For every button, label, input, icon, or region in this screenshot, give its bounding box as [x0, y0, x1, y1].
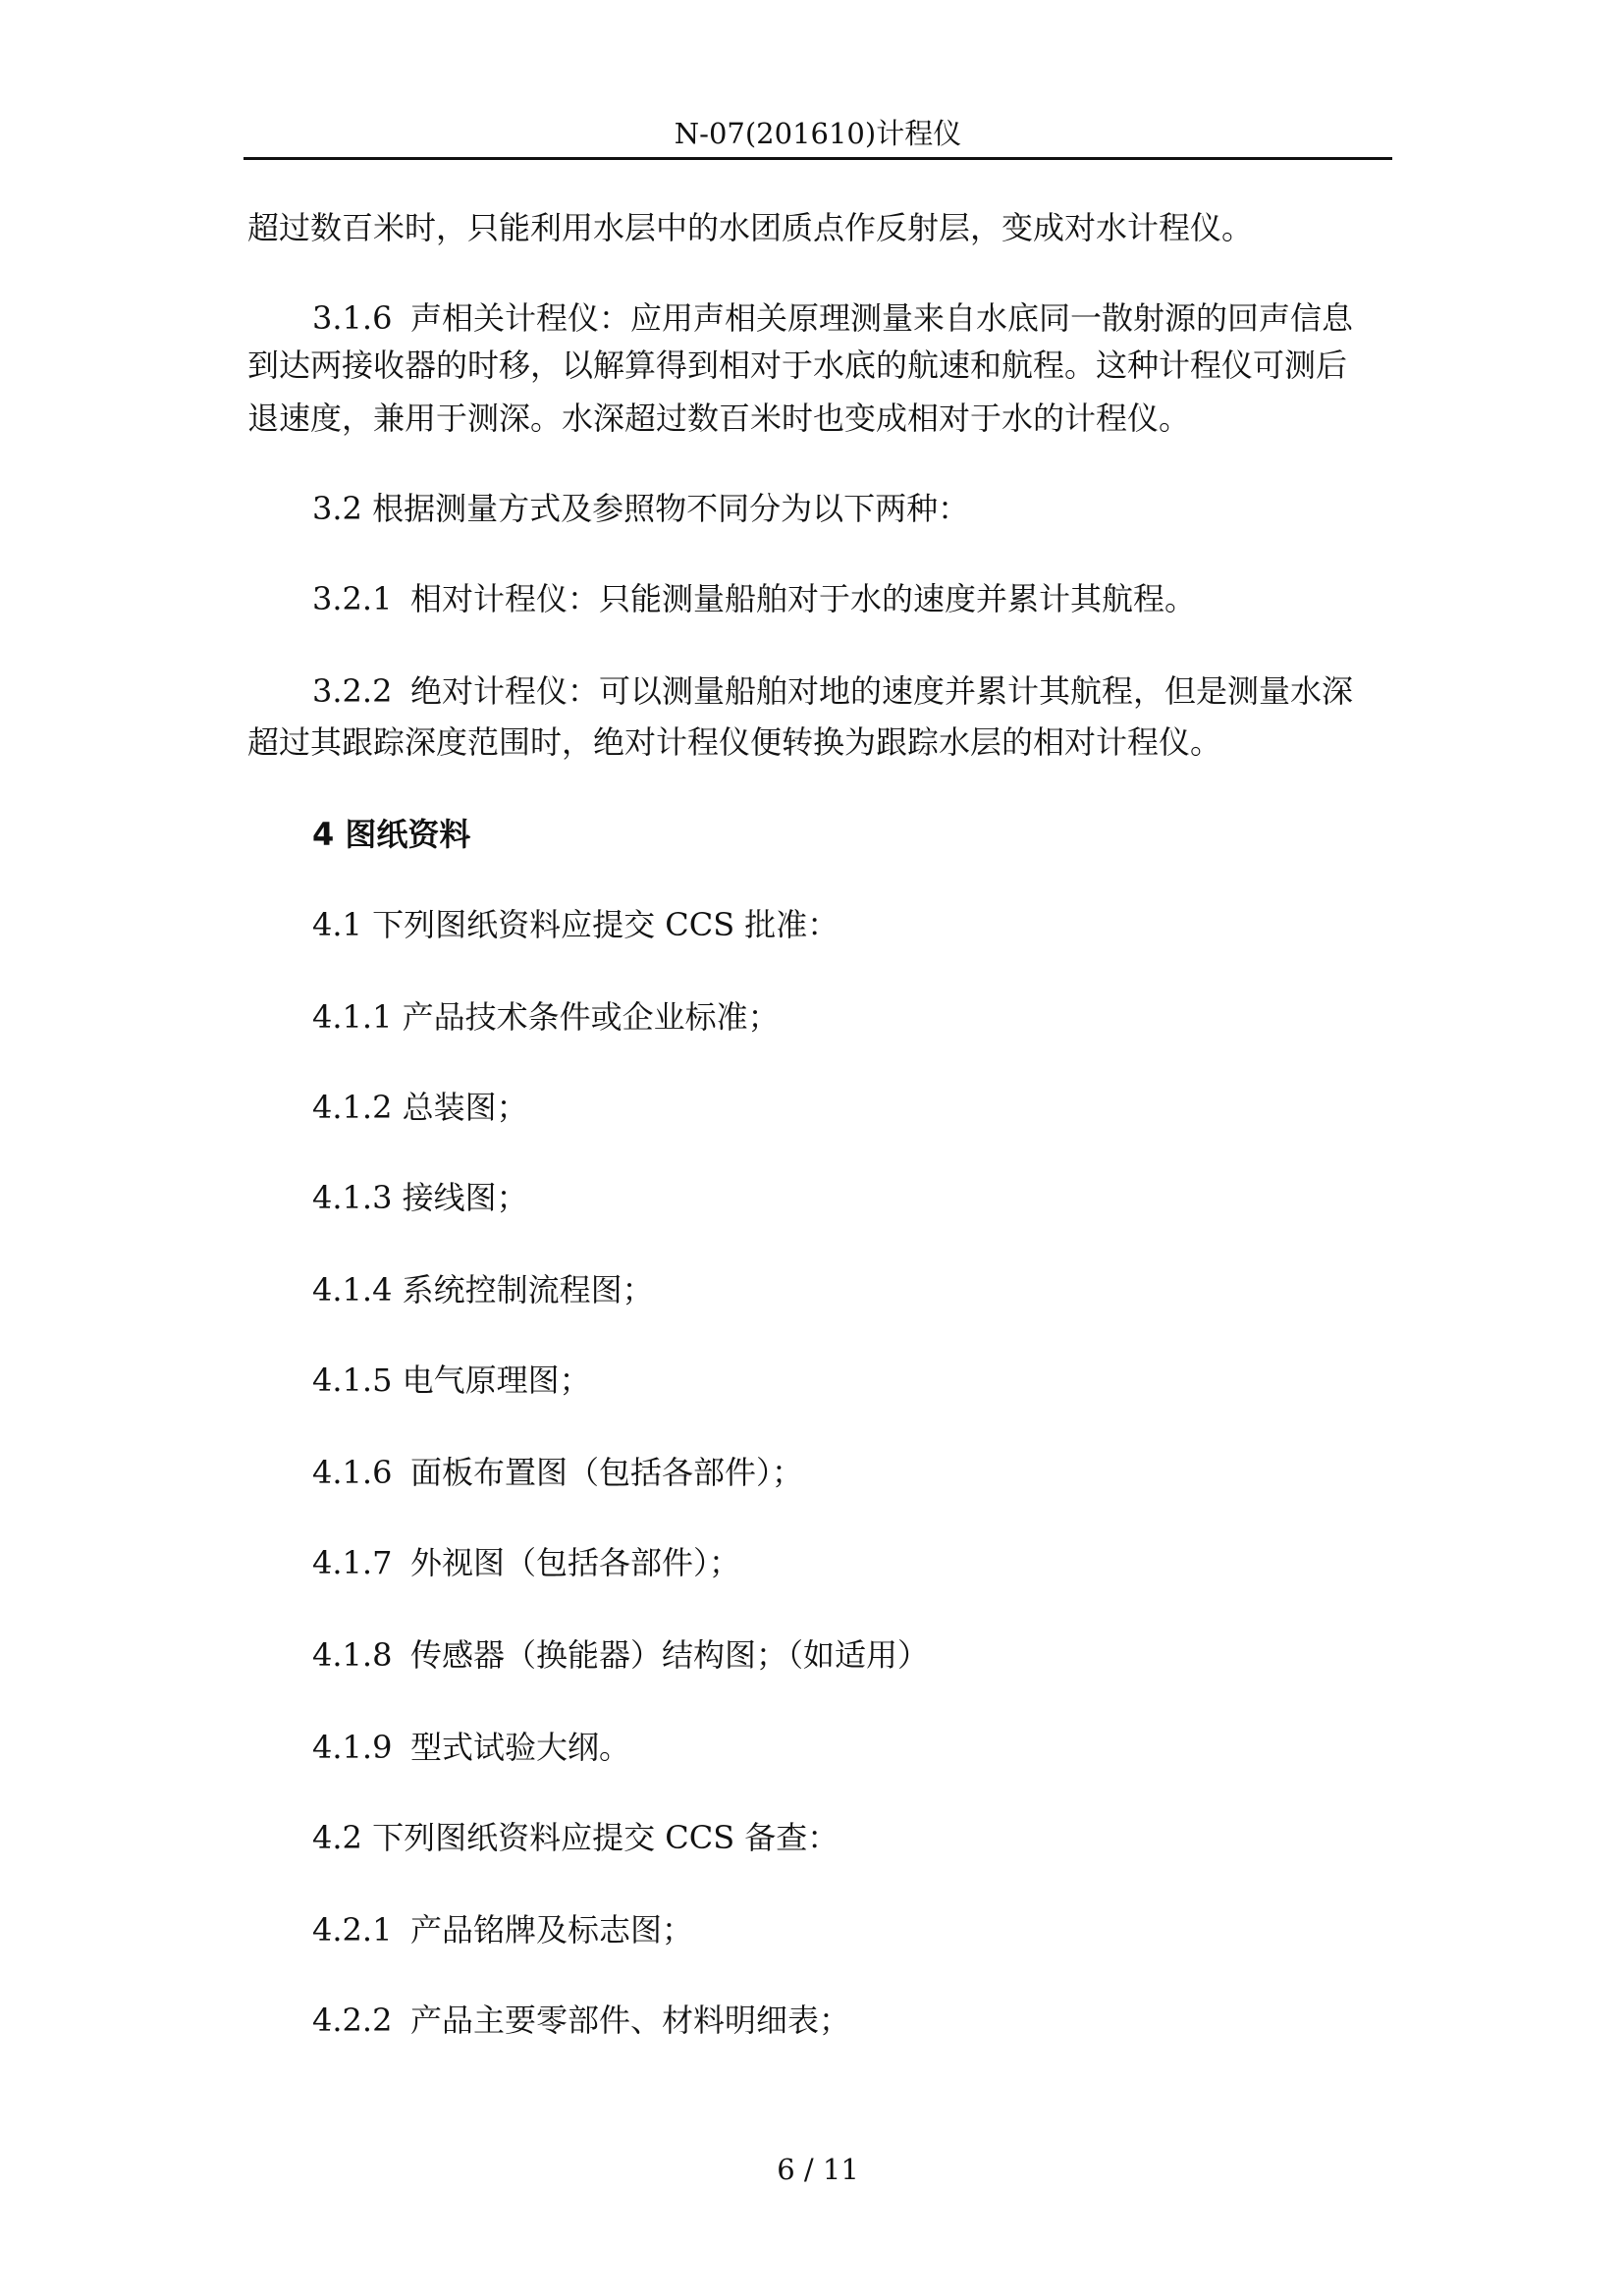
clause-text: 相对计程仪：只能测量船舶对于水的速度并累计其航程。	[410, 580, 1197, 617]
paragraph-4-1: 4.1 下列图纸资料应提交 CCS 批准：	[312, 906, 839, 943]
header-divider	[244, 157, 1392, 160]
clause-text: 型式试验大纲。	[410, 1729, 631, 1766]
clause-number: 3.1.6	[312, 299, 393, 337]
page-header-title: N-07(201610)计程仪	[674, 117, 962, 150]
clause-text: 面板布置图（包括各部件）；	[410, 1454, 804, 1491]
list-item-4-2-1	[312, 1906, 1392, 1953]
paragraph-4-2: 4.2 下列图纸资料应提交 CCS 备查：	[312, 1819, 839, 1856]
clause-number: 4.1.6	[312, 1454, 393, 1491]
page-number: 6 / 11	[777, 2153, 859, 2186]
clause-number: 3.2.2	[312, 672, 393, 710]
list-item-4-1-9	[312, 1724, 1392, 1771]
list-item-4-2-2	[312, 1997, 1392, 2044]
paragraph-3-1-6-line1	[312, 294, 1392, 342]
clause-text: 产品主要零部件、材料明细表；	[410, 2002, 851, 2039]
paragraph-continuation: 超过数百米时，只能利用水层中的水团质点作反射层，变成对水计程仪。	[247, 209, 1254, 246]
paragraph-3-2-2-line2: 超过其跟踪深度范围时，绝对计程仪便转换为跟踪水层的相对计程仪。	[247, 723, 1222, 761]
paragraph-3-1-6-line3: 退速度，兼用于测深。水深超过数百米时也变成相对于水的计程仪。	[247, 400, 1191, 437]
section-heading-4: 4 图纸资料	[312, 816, 471, 853]
list-item-4-1-5: 4.1.5 电气原理图；	[312, 1362, 591, 1399]
clause-number: 4.1.9	[312, 1729, 393, 1766]
list-item-4-1-8	[312, 1631, 1392, 1679]
paragraph-3-1-6-line2: 到达两接收器的时移，以解算得到相对于水底的航速和航程。这种计程仪可测后	[247, 347, 1348, 384]
list-item-4-1-7	[312, 1539, 1392, 1586]
clause-number: 3.2.1	[312, 580, 393, 617]
list-item-4-1-1: 4.1.1 产品技术条件或企业标准；	[312, 998, 780, 1036]
clause-text: 声相关计程仪：应用声相关原理测量来自水底同一散射源的回声信息	[410, 299, 1354, 337]
clause-number: 4.2.2	[312, 2002, 393, 2039]
clause-number: 4.1.8	[312, 1636, 393, 1674]
clause-text: 产品铭牌及标志图；	[410, 1911, 694, 1949]
list-item-4-1-4: 4.1.4 系统控制流程图；	[312, 1271, 654, 1308]
clause-text: 绝对计程仪：可以测量船舶对地的速度并累计其航程，但是测量水深	[410, 672, 1354, 710]
clause-text: 外视图（包括各部件）；	[410, 1544, 741, 1581]
clause-number: 4.1.7	[312, 1544, 393, 1581]
paragraph-3-2-1	[312, 575, 1392, 622]
paragraph-3-2-2-line1	[312, 667, 1392, 715]
clause-number: 4.2.1	[312, 1911, 393, 1949]
list-item-4-1-2: 4.1.2 总装图；	[312, 1089, 528, 1126]
clause-text: 传感器（换能器）结构图；（如适用）	[410, 1636, 930, 1674]
paragraph-3-2: 3.2 根据测量方式及参照物不同分为以下两种：	[312, 490, 970, 527]
list-item-4-1-6	[312, 1449, 1392, 1496]
list-item-4-1-3: 4.1.3 接线图；	[312, 1179, 528, 1216]
